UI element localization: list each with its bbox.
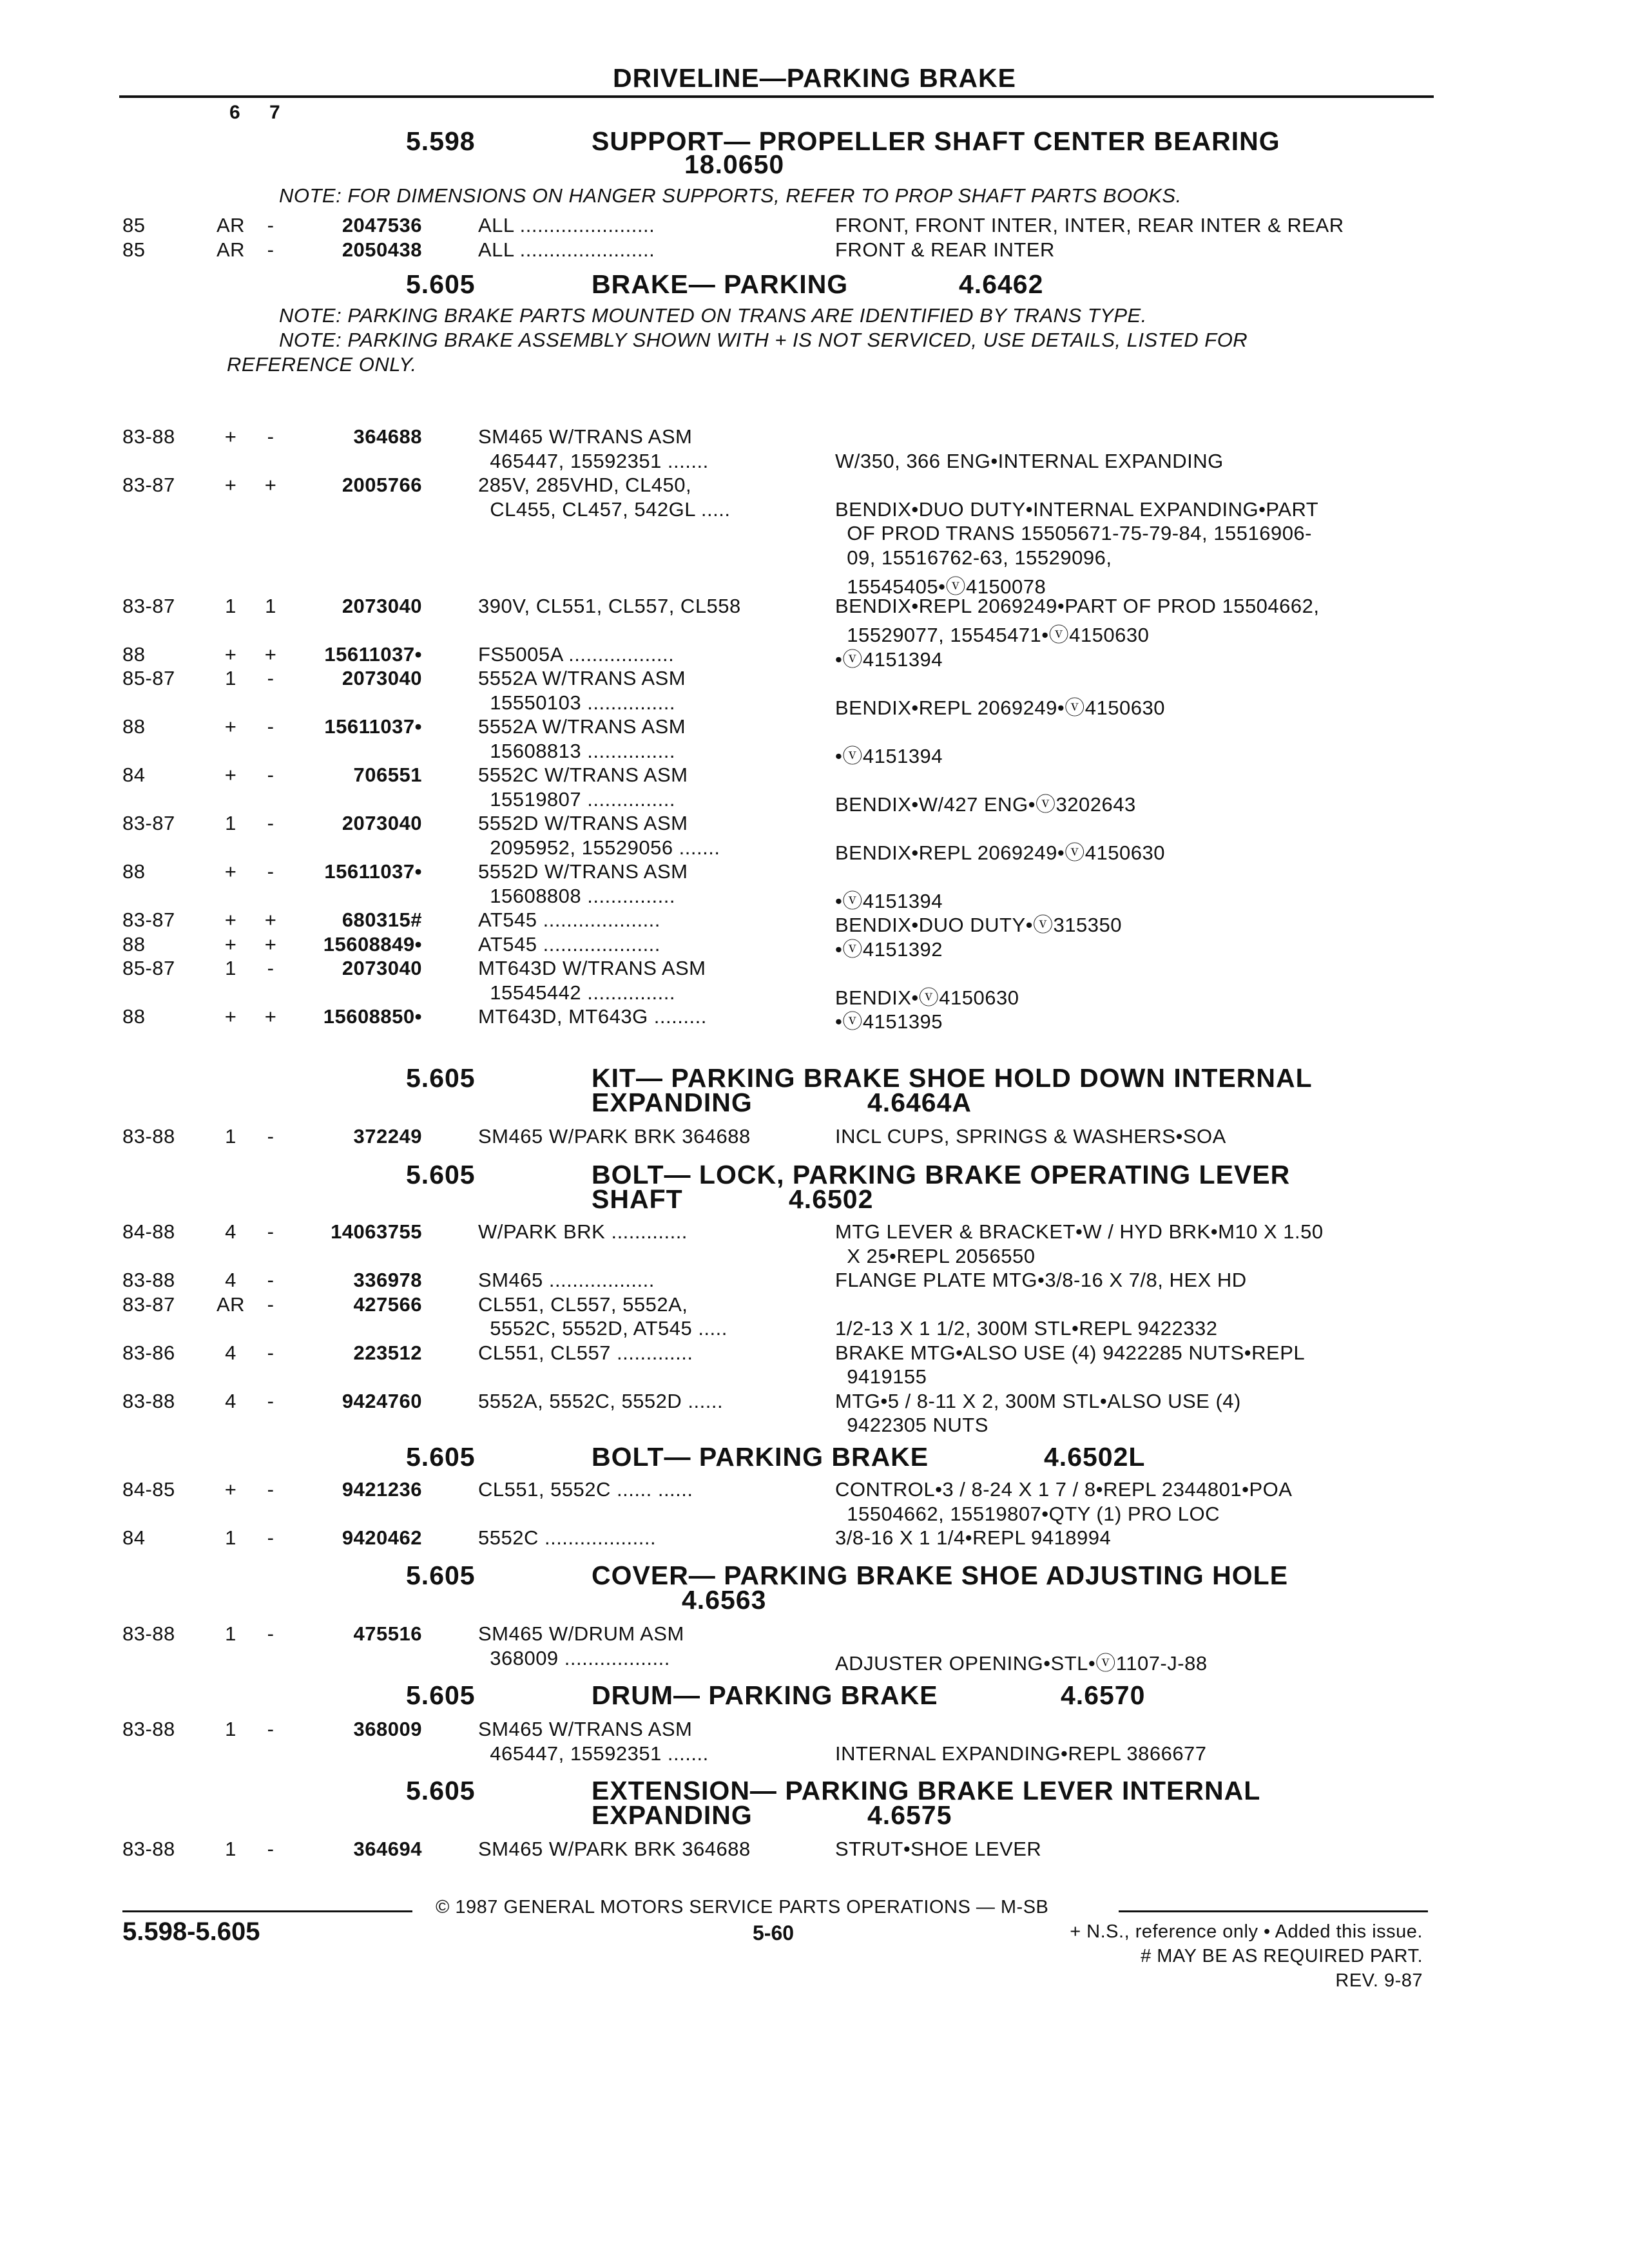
qty-col6-cell: + — [224, 474, 237, 496]
part-number-cell: 2047536 — [342, 214, 422, 236]
section-heading: EXTENSION— PARKING BRAKE LEVER INTERNAL — [592, 1776, 1261, 1805]
table-row — [0, 1317, 1629, 1341]
part-number-cell: 427566 — [353, 1293, 422, 1316]
year-range-cell: 85 — [122, 214, 146, 236]
year-range-cell: 84 — [122, 764, 146, 786]
table-row — [0, 498, 1629, 523]
remarks-cell: INCL CUPS, SPRINGS & WASHERS•SOA — [835, 1125, 1226, 1148]
remarks-cell: MTG•5 / 8-11 X 2, 300M STL•ALSO USE (4) — [835, 1390, 1241, 1412]
qty-col6-cell: AR — [216, 238, 246, 261]
qty-col6-cell: + — [224, 1478, 237, 1501]
qty-col7-cell: - — [267, 1478, 275, 1501]
description-cell: 2095952, 15529056 ....... — [478, 836, 720, 859]
remarks-cell: 09, 15516762-63, 15529096, — [835, 546, 1112, 569]
qty-col6-cell: AR — [216, 1293, 246, 1316]
table-row — [0, 1269, 1629, 1293]
section-range: 5.598-5.605 — [122, 1917, 260, 1946]
section-number: 5.605 — [406, 1442, 476, 1472]
section-number: 5.598 — [406, 126, 476, 156]
qty-col7-cell: 1 — [265, 595, 276, 617]
remarks-cell: X 25•REPL 2056550 — [835, 1245, 1036, 1267]
year-range-cell: 88 — [122, 933, 146, 956]
description-cell: CL551, CL557 ............. — [478, 1341, 693, 1364]
year-range-cell: 83-88 — [122, 1390, 175, 1412]
qty-col7-cell: - — [267, 1341, 275, 1364]
description-cell: 5552A, 5552C, 5552D ...... — [478, 1390, 724, 1412]
part-number-cell: 364694 — [353, 1838, 422, 1860]
table-row — [0, 1125, 1629, 1149]
year-range-cell: 83-87 — [122, 595, 175, 617]
part-number-cell: 372249 — [353, 1125, 422, 1148]
remarks-cell: BENDIX•REPL 2069249•ⓥ4150630 — [835, 841, 1165, 864]
remarks-cell: 9422305 NUTS — [835, 1414, 988, 1436]
qty-col7-cell: - — [267, 1838, 275, 1860]
description-cell: 368009 .................. — [478, 1647, 670, 1669]
section-number: 5.605 — [406, 1680, 476, 1710]
description-cell: 285V, 285VHD, CL450, — [478, 474, 692, 496]
remarks-cell: MTG LEVER & BRACKET•W / HYD BRK•M10 X 1.50 — [835, 1220, 1324, 1243]
qty-col7-cell: - — [267, 1718, 275, 1740]
column-number-6: 6 — [229, 102, 240, 123]
section-code: 4.6464A — [867, 1088, 972, 1117]
part-number-cell: 680315# — [342, 908, 422, 931]
table-row — [0, 1390, 1629, 1414]
part-number-cell: 364688 — [353, 425, 422, 448]
section-heading: BRAKE— PARKING — [592, 269, 849, 299]
qty-col6-cell: 1 — [225, 667, 236, 689]
part-number-cell: 2073040 — [342, 957, 422, 979]
description-cell: CL551, CL557, 5552A, — [478, 1293, 688, 1316]
remarks-cell: BENDIX•DUO DUTY•INTERNAL EXPANDING•PART — [835, 498, 1319, 521]
qty-col7-cell: - — [267, 812, 275, 834]
remarks-cell: •ⓥ4151394 — [835, 890, 943, 912]
qty-col7-cell: - — [267, 1293, 275, 1316]
qty-col7-cell: + — [264, 933, 277, 956]
year-range-cell: 85 — [122, 238, 146, 261]
description-cell: 15608813 ............... — [478, 740, 675, 762]
remarks-cell: W/350, 366 ENG•INTERNAL EXPANDING — [835, 450, 1224, 472]
qty-col7-cell: + — [264, 908, 277, 931]
table-row — [0, 1622, 1629, 1647]
qty-col7-cell: + — [264, 1005, 277, 1028]
remarks-cell: BENDIX•REPL 2069249•PART OF PROD 15504662, — [835, 595, 1320, 617]
year-range-cell: 83-87 — [122, 1293, 175, 1316]
qty-col7-cell: - — [267, 764, 275, 786]
table-row — [0, 691, 1629, 719]
table-row — [0, 1742, 1629, 1767]
table-row — [0, 1526, 1629, 1551]
remarks-cell: INTERNAL EXPANDING•REPL 3866677 — [835, 1742, 1207, 1765]
qty-col7-cell: - — [267, 1622, 275, 1645]
description-cell: ALL ....................... — [478, 214, 655, 236]
description-cell: ALL ....................... — [478, 238, 655, 261]
section-note: NOTE: PARKING BRAKE PARTS MOUNTED ON TRANS ARE IDENTIFIED BY TRANS TYPE. — [279, 304, 1147, 327]
qty-col7-cell: + — [264, 643, 277, 666]
remarks-cell: BENDIX•DUO DUTY•ⓥ315350 — [835, 914, 1122, 936]
qty-col6-cell: 1 — [225, 1718, 236, 1740]
part-number-cell: 475516 — [353, 1622, 422, 1645]
year-range-cell: 84-88 — [122, 1220, 175, 1243]
description-cell: 15545442 ............... — [478, 981, 675, 1004]
footer-rule-left — [122, 1910, 412, 1912]
remarks-cell: OF PROD TRANS 15505671-75-79-84, 15516906- — [835, 522, 1312, 544]
table-row — [0, 595, 1629, 619]
table-row — [0, 1838, 1629, 1862]
description-cell: AT545 .................... — [478, 908, 660, 931]
legend-line: # MAY BE AS REQUIRED PART. — [1141, 1946, 1423, 1966]
table-row — [0, 522, 1629, 546]
section-note: REFERENCE ONLY. — [227, 353, 417, 376]
part-number-cell: 9420462 — [342, 1526, 422, 1549]
remarks-cell: BENDIX•W/427 ENG•ⓥ3202643 — [835, 793, 1136, 816]
remarks-cell: FLANGE PLATE MTG•3/8-16 X 7/8, HEX HD — [835, 1269, 1247, 1291]
section-code: 4.6570 — [1061, 1680, 1146, 1710]
year-range-cell: 85-87 — [122, 667, 175, 689]
page-title: DRIVELINE—PARKING BRAKE — [613, 63, 1016, 93]
remarks-cell: FRONT, FRONT INTER, INTER, REAR INTER & REAR — [835, 214, 1344, 236]
section-heading-cont: EXPANDING — [592, 1800, 753, 1830]
part-number-cell: 706551 — [353, 764, 422, 786]
qty-col7-cell: - — [267, 1269, 275, 1291]
table-row — [0, 1478, 1629, 1503]
qty-col6-cell: + — [224, 933, 237, 956]
year-range-cell: 83-88 — [122, 425, 175, 448]
table-row — [0, 1220, 1629, 1245]
part-number-cell: 2073040 — [342, 667, 422, 689]
description-cell: SM465 W/PARK BRK 364688 — [478, 1125, 751, 1148]
remarks-cell: CONTROL•3 / 8-24 X 1 7 / 8•REPL 2344801•POA — [835, 1478, 1293, 1501]
remarks-cell: BENDIX•ⓥ4150630 — [835, 986, 1019, 1009]
year-range-cell: 83-87 — [122, 908, 175, 931]
qty-col6-cell: 1 — [225, 1125, 236, 1148]
description-cell: SM465 .................. — [478, 1269, 655, 1291]
table-row — [0, 667, 1629, 691]
column-number-7: 7 — [269, 102, 280, 123]
remarks-cell: BRAKE MTG•ALSO USE (4) 9422285 NUTS•REPL — [835, 1341, 1306, 1364]
section-number: 5.605 — [406, 269, 476, 299]
description-cell: 5552D W/TRANS ASM — [478, 860, 688, 883]
description-cell: SM465 W/PARK BRK 364688 — [478, 1838, 751, 1860]
remarks-cell: 15529077, 15545471•ⓥ4150630 — [835, 624, 1150, 646]
table-row — [0, 214, 1629, 238]
table-row — [0, 812, 1629, 836]
part-number-cell: 15611037• — [324, 715, 422, 738]
qty-col6-cell: 1 — [225, 957, 236, 979]
table-row — [0, 1718, 1629, 1742]
table-row — [0, 788, 1629, 816]
table-row — [0, 450, 1629, 474]
part-number-cell: 2073040 — [342, 812, 422, 834]
table-row — [0, 1005, 1629, 1033]
description-cell: 465447, 15592351 ....... — [478, 1742, 709, 1765]
qty-col7-cell: - — [267, 860, 275, 883]
description-cell: AT545 .................... — [478, 933, 660, 956]
table-row — [0, 764, 1629, 788]
header-rule — [119, 95, 1434, 98]
section-heading: COVER— PARKING BRAKE SHOE ADJUSTING HOLE — [592, 1561, 1289, 1590]
year-range-cell: 83-88 — [122, 1718, 175, 1740]
table-row — [0, 715, 1629, 740]
part-number-cell: 14063755 — [331, 1220, 422, 1243]
qty-col6-cell: 1 — [225, 812, 236, 834]
qty-col6-cell: 4 — [225, 1390, 236, 1412]
description-cell: 5552A W/TRANS ASM — [478, 715, 686, 738]
table-row — [0, 740, 1629, 767]
section-heading: BOLT— PARKING BRAKE — [592, 1442, 929, 1472]
qty-col6-cell: + — [224, 764, 237, 786]
section-code: 4.6575 — [867, 1800, 952, 1830]
section-note: NOTE: PARKING BRAKE ASSEMBLY SHOWN WITH + IS NOT SERVICED, USE DETAILS, LISTED FOR — [279, 329, 1248, 351]
description-cell: 5552D W/TRANS ASM — [478, 812, 688, 834]
description-cell: 5552C W/TRANS ASM — [478, 764, 688, 786]
table-row — [0, 957, 1629, 981]
footer-rule-right — [1119, 1910, 1428, 1912]
section-code: 4.6563 — [682, 1585, 767, 1615]
qty-col6-cell: 1 — [225, 1838, 236, 1860]
table-row — [0, 908, 1629, 936]
description-cell: SM465 W/TRANS ASM — [478, 425, 693, 448]
section-code: 4.6462 — [959, 269, 1044, 299]
year-range-cell: 83-88 — [122, 1838, 175, 1860]
remarks-cell: •ⓥ4151394 — [835, 648, 943, 671]
table-row — [0, 546, 1629, 571]
description-cell: 5552C, 5552D, AT545 ..... — [478, 1317, 728, 1340]
table-row — [0, 885, 1629, 912]
section-heading: DRUM— PARKING BRAKE — [592, 1680, 938, 1710]
table-row — [0, 474, 1629, 498]
table-row — [0, 425, 1629, 450]
remarks-cell: ADJUSTER OPENING•STL•ⓥ1107-J-88 — [835, 1652, 1208, 1675]
part-number-cell: 223512 — [353, 1341, 422, 1364]
year-range-cell: 88 — [122, 1005, 146, 1028]
remarks-cell: BENDIX•REPL 2069249•ⓥ4150630 — [835, 697, 1165, 719]
year-range-cell: 88 — [122, 715, 146, 738]
copyright-text: © 1987 GENERAL MOTORS SERVICE PARTS OPERATIONS — M-SB — [436, 1897, 1049, 1917]
part-number-cell: 15608850• — [323, 1005, 422, 1028]
description-cell: 15608808 ............... — [478, 885, 675, 907]
section-number: 5.605 — [406, 1160, 476, 1189]
table-row — [0, 1365, 1629, 1390]
description-cell: 390V, CL551, CL557, CL558 — [478, 595, 741, 617]
year-range-cell: 83-88 — [122, 1269, 175, 1291]
section-number: 5.605 — [406, 1063, 476, 1093]
description-cell: 465447, 15592351 ....... — [478, 450, 709, 472]
qty-col7-cell: - — [267, 425, 275, 448]
description-cell: FS5005A .................. — [478, 643, 675, 666]
qty-col6-cell: + — [224, 425, 237, 448]
qty-col7-cell: - — [267, 715, 275, 738]
qty-col6-cell: 1 — [225, 1526, 236, 1549]
table-row — [0, 1245, 1629, 1269]
year-range-cell: 83-88 — [122, 1125, 175, 1148]
table-row — [0, 570, 1629, 598]
part-number-cell: 368009 — [353, 1718, 422, 1740]
year-range-cell: 84 — [122, 1526, 146, 1549]
description-cell: 5552C ................... — [478, 1526, 657, 1549]
description-cell: W/PARK BRK ............. — [478, 1220, 688, 1243]
year-range-cell: 83-88 — [122, 1622, 175, 1645]
description-cell: 15519807 ............... — [478, 788, 675, 811]
qty-col7-cell: + — [264, 474, 277, 496]
qty-col6-cell: 4 — [225, 1220, 236, 1243]
table-row — [0, 1414, 1629, 1438]
table-row — [0, 619, 1629, 646]
description-cell: MT643D, MT643G ......... — [478, 1005, 707, 1028]
section-heading-cont: EXPANDING — [592, 1088, 753, 1117]
part-number-cell: 15608849• — [323, 933, 422, 956]
qty-col7-cell: - — [267, 667, 275, 689]
part-number-cell: 15611037• — [324, 643, 422, 666]
table-row — [0, 1647, 1629, 1675]
page-number: 5-60 — [753, 1921, 795, 1945]
part-number-cell: 15611037• — [324, 860, 422, 883]
qty-col6-cell: 1 — [225, 1622, 236, 1645]
table-row — [0, 1341, 1629, 1366]
qty-col6-cell: + — [224, 715, 237, 738]
qty-col6-cell: + — [224, 908, 237, 931]
qty-col6-cell: + — [224, 643, 237, 666]
description-cell: CL455, CL457, 542GL ..... — [478, 498, 731, 521]
table-row — [0, 643, 1629, 671]
table-row — [0, 860, 1629, 885]
part-number-cell: 2050438 — [342, 238, 422, 261]
section-code: 4.6502L — [1044, 1442, 1146, 1472]
part-number-cell: 2005766 — [342, 474, 422, 496]
description-cell: CL551, 5552C ...... ...... — [478, 1478, 693, 1501]
section-code: 18.0650 — [684, 149, 785, 179]
remarks-cell: 3/8-16 X 1 1/4•REPL 9418994 — [835, 1526, 1112, 1549]
remarks-cell: 9419155 — [835, 1365, 927, 1388]
description-cell: SM465 W/DRUM ASM — [478, 1622, 684, 1645]
table-row — [0, 981, 1629, 1009]
qty-col7-cell: - — [267, 238, 275, 261]
part-number-cell: 9424760 — [342, 1390, 422, 1412]
description-cell: 15550103 ............... — [478, 691, 675, 714]
table-row — [0, 933, 1629, 961]
year-range-cell: 84-85 — [122, 1478, 175, 1501]
section-heading: BOLT— LOCK, PARKING BRAKE OPERATING LEVER — [592, 1160, 1291, 1189]
qty-col7-cell: - — [267, 1390, 275, 1412]
revision-label: REV. 9-87 — [1335, 1970, 1423, 1991]
remarks-cell: FRONT & REAR INTER — [835, 238, 1055, 261]
qty-col7-cell: - — [267, 957, 275, 979]
remarks-cell: •ⓥ4151395 — [835, 1010, 943, 1033]
section-code: 4.6502 — [789, 1184, 874, 1214]
qty-col7-cell: - — [267, 1526, 275, 1549]
section-note: NOTE: FOR DIMENSIONS ON HANGER SUPPORTS, REFER TO PROP SHAFT PARTS BOOKS. — [279, 184, 1182, 207]
description-cell: SM465 W/TRANS ASM — [478, 1718, 693, 1740]
section-heading-cont: SHAFT — [592, 1184, 683, 1214]
qty-col6-cell: + — [224, 860, 237, 883]
remarks-cell: 15504662, 15519807•QTY (1) PRO LOC — [835, 1503, 1220, 1525]
qty-col6-cell: 4 — [225, 1269, 236, 1291]
remarks-cell: 1/2-13 X 1 1/2, 300M STL•REPL 9422332 — [835, 1317, 1218, 1340]
year-range-cell: 88 — [122, 860, 146, 883]
table-row — [0, 836, 1629, 864]
qty-col7-cell: - — [267, 214, 275, 236]
description-cell: MT643D W/TRANS ASM — [478, 957, 706, 979]
section-heading: SUPPORT— PROPELLER SHAFT CENTER BEARING — [592, 126, 1280, 156]
remarks-cell: STRUT•SHOE LEVER — [835, 1838, 1042, 1860]
section-number: 5.605 — [406, 1561, 476, 1590]
year-range-cell: 83-86 — [122, 1341, 175, 1364]
table-row — [0, 238, 1629, 263]
remarks-cell: 15545405•ⓥ4150078 — [835, 575, 1046, 598]
year-range-cell: 83-87 — [122, 812, 175, 834]
description-cell: 5552A W/TRANS ASM — [478, 667, 686, 689]
table-row — [0, 1293, 1629, 1318]
table-row — [0, 1503, 1629, 1527]
remarks-cell: •ⓥ4151394 — [835, 745, 943, 767]
part-number-cell: 336978 — [353, 1269, 422, 1291]
qty-col6-cell: AR — [216, 214, 246, 236]
year-range-cell: 83-87 — [122, 474, 175, 496]
remarks-cell: •ⓥ4151392 — [835, 938, 943, 961]
year-range-cell: 88 — [122, 643, 146, 666]
part-number-cell: 2073040 — [342, 595, 422, 617]
legend-line: + N.S., reference only • Added this issue. — [1070, 1921, 1423, 1942]
section-heading: KIT— PARKING BRAKE SHOE HOLD DOWN INTERNAL — [592, 1063, 1313, 1093]
qty-col7-cell: - — [267, 1220, 275, 1243]
qty-col6-cell: 1 — [225, 595, 236, 617]
qty-col7-cell: - — [267, 1125, 275, 1148]
qty-col6-cell: 4 — [225, 1341, 236, 1364]
section-number: 5.605 — [406, 1776, 476, 1805]
year-range-cell: 85-87 — [122, 957, 175, 979]
part-number-cell: 9421236 — [342, 1478, 422, 1501]
qty-col6-cell: + — [224, 1005, 237, 1028]
